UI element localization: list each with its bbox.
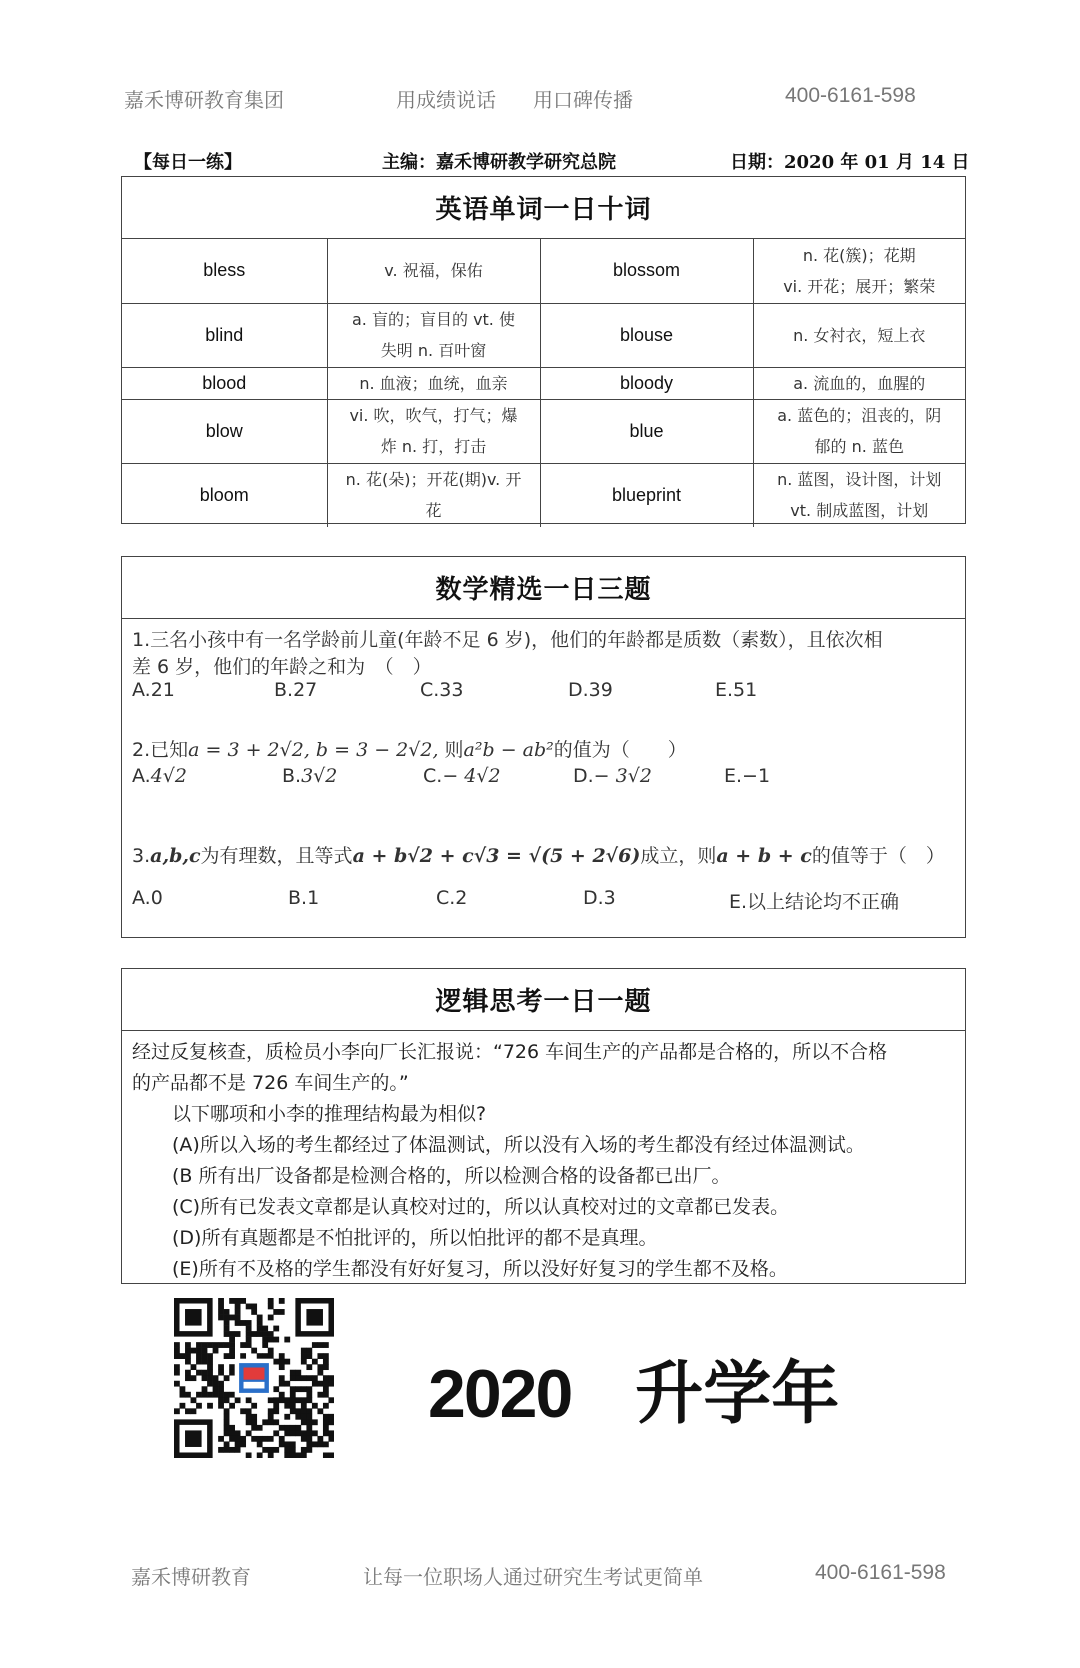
vocab-definition: v. 祝福，保佑 <box>327 239 540 303</box>
vocab-word: bloody <box>540 367 753 399</box>
q3-sum: a + b + c <box>716 845 812 867</box>
definition-line: 郁的 n. 蓝色 <box>814 437 904 456</box>
definition-line: n. 花(朵)；开花(期)v. 开 <box>345 470 522 490</box>
header-phone: 400-6161-598 <box>785 84 916 107</box>
option-value: − 3√2 <box>593 765 652 787</box>
footer-phone: 400-6161-598 <box>815 1561 946 1584</box>
date-label: 日期：2020 年 01 月 14 日 <box>730 152 970 173</box>
table-row <box>122 239 965 303</box>
editor-label: 主编：嘉禾博研教学研究总院 <box>382 152 616 173</box>
banner-year: 2020 <box>428 1356 572 1432</box>
option-value: 4√2 <box>150 765 187 787</box>
vocab-word: blind <box>122 303 327 367</box>
q3-text-3: 的值等于（ ） <box>811 845 945 867</box>
q2-expression-2: a²b − ab² <box>463 739 554 761</box>
daily-practice-label: 【每日一练】 <box>134 152 242 173</box>
definition-line: n. 蓝图，设计图，计划 <box>777 470 942 490</box>
q3-vars: a,b,c <box>150 845 201 867</box>
vocab-definition <box>753 399 965 463</box>
question-1-line-1: 1.三名小孩中有一名学龄前儿童(年龄不足 6 岁)，他们的年龄都是质数（素数），且依次相 <box>132 629 883 651</box>
vocab-word: blood <box>122 367 327 399</box>
q1-option-d: D.39 <box>568 679 613 701</box>
logic-option-c: (C)所有已发表文章都是认真校对过的，所以认真校对过的文章都已发表。 <box>172 1196 790 1218</box>
q1-option-b: B.27 <box>274 679 318 701</box>
page-footer <box>131 1561 951 1591</box>
qr-code <box>174 1298 334 1458</box>
q3-option-e: E.以上结论均不正确 <box>729 891 900 913</box>
math-questions <box>122 619 965 937</box>
definition-line: vi. 吹，吹气，打气；爆 <box>349 406 518 425</box>
promo-banner <box>428 1340 839 1437</box>
definition-line: n. 花(簇)；花期 <box>802 245 916 265</box>
vocab-definition <box>327 303 540 367</box>
option-letter: C. <box>423 765 443 787</box>
q2-mid: 则 <box>438 739 464 761</box>
table-row <box>122 463 965 527</box>
q1-option-c: C.33 <box>420 679 464 701</box>
logic-question <box>122 1031 965 1283</box>
q3-option-a: A.0 <box>132 887 163 909</box>
logic-option-b: (B 所有出厂设备都是检测合格的，所以检测合格的设备都已出厂。 <box>172 1165 731 1187</box>
footer-slogan: 让每一位职场人通过研究生考试更简单 <box>363 1565 703 1589</box>
option-value: − 4√2 <box>442 765 501 787</box>
logic-paragraph-line-1: 经过反复核查，质检员小李向厂长汇报说：“726 车间生产的产品都是合格的，所以不合格 <box>132 1041 888 1063</box>
logic-prompt: 以下哪项和小李的推理结构最为相似? <box>172 1103 487 1125</box>
vocab-table <box>122 239 965 527</box>
definition-line: a. 蓝色的；沮丧的，阴 <box>777 406 942 425</box>
vocab-box <box>121 176 966 524</box>
vocab-title: 英语单词一日十词 <box>122 177 965 239</box>
question-1-line-2: 差 6 岁，他们的年龄之和为 （ ） <box>132 656 432 678</box>
q1-option-e: E.51 <box>715 679 758 701</box>
math-title: 数学精选一日三题 <box>122 557 965 619</box>
logic-option-a: (A)所以入场的考生都经过了体温测试，所以没有入场的考生都没有经过体温测试。 <box>172 1134 865 1156</box>
banner-text: 升学年 <box>635 1355 840 1434</box>
definition-line: vt. 制成蓝图，计划 <box>790 501 929 521</box>
definition-line: 炸 n. 打，打击 <box>380 437 487 456</box>
q2-option-e: E.−1 <box>724 765 771 787</box>
definition-line: a. 盲的；盲目的 vt. 使 <box>352 310 515 329</box>
definition-line: 花 <box>425 501 442 521</box>
q3-text-2: 成立，则 <box>640 845 717 867</box>
option-letter: B. <box>282 765 302 787</box>
vocab-word: bloom <box>122 463 327 527</box>
q2-option-d <box>573 765 652 787</box>
q3-option-d: D.3 <box>583 887 616 909</box>
qr-code-graphic <box>174 1298 334 1458</box>
logic-option-d: (D)所有真题都是不怕批评的，所以怕批评的都不是真理。 <box>172 1227 658 1249</box>
header-org: 嘉禾博研教育集团 <box>124 88 284 112</box>
vocab-definition <box>753 463 965 527</box>
footer-org: 嘉禾博研教育 <box>131 1565 251 1589</box>
vocab-definition <box>753 239 965 303</box>
vocab-word: blossom <box>540 239 753 303</box>
q2-expression: a = 3 + 2√2, b = 3 − 2√2, <box>188 739 439 761</box>
header-slogan-1: 用成绩说话 <box>396 88 496 112</box>
logic-title: 逻辑思考一日一题 <box>122 969 965 1031</box>
vocab-definition: a. 流血的，血腥的 <box>753 367 965 399</box>
definition-line: 失明 n. 百叶窗 <box>380 341 487 360</box>
q2-option-b <box>282 765 337 787</box>
definition-line: vi. 开花；展开；繁荣 <box>783 276 936 296</box>
q3-option-c: C.2 <box>436 887 468 909</box>
vocab-word: bless <box>122 239 327 303</box>
q2-suffix: 的值为（ ） <box>553 739 687 761</box>
q3-option-b: B.1 <box>288 887 320 909</box>
vocab-word: blueprint <box>540 463 753 527</box>
option-value: 3√2 <box>301 765 338 787</box>
question-3 <box>132 841 945 868</box>
vocab-definition <box>327 463 540 527</box>
q3-prefix: 3. <box>132 845 151 867</box>
vocab-definition: n. 血液；血统，血亲 <box>327 367 540 399</box>
q3-text-1: 为有理数，且等式 <box>200 845 353 867</box>
question-2 <box>132 735 687 762</box>
logic-box <box>121 968 966 1284</box>
vocab-word: blouse <box>540 303 753 367</box>
vocab-word: blue <box>540 399 753 463</box>
meta-row <box>134 148 970 176</box>
q3-equation: a + b√2 + c√3 = √(5 + 2√6) <box>352 845 641 867</box>
q2-prefix: 2.已知 <box>132 739 189 761</box>
math-box <box>121 556 966 938</box>
vocab-definition <box>327 399 540 463</box>
logic-option-e: (E)所有不及格的学生都没有好好复习，所以没好好复习的学生都不及格。 <box>172 1258 788 1280</box>
page-header <box>124 84 924 114</box>
table-row <box>122 367 965 399</box>
option-letter: A. <box>132 765 151 787</box>
table-row <box>122 303 965 367</box>
q2-option-c <box>423 765 501 787</box>
q2-option-a <box>132 765 187 787</box>
logic-paragraph-line-2: 的产品都不是 726 车间生产的。” <box>132 1072 409 1094</box>
vocab-definition: n. 女衬衣，短上衣 <box>753 303 965 367</box>
header-slogan-2: 用口碑传播 <box>533 88 633 112</box>
q1-option-a: A.21 <box>132 679 175 701</box>
vocab-word: blow <box>122 399 327 463</box>
table-row <box>122 399 965 463</box>
option-letter: D. <box>573 765 594 787</box>
